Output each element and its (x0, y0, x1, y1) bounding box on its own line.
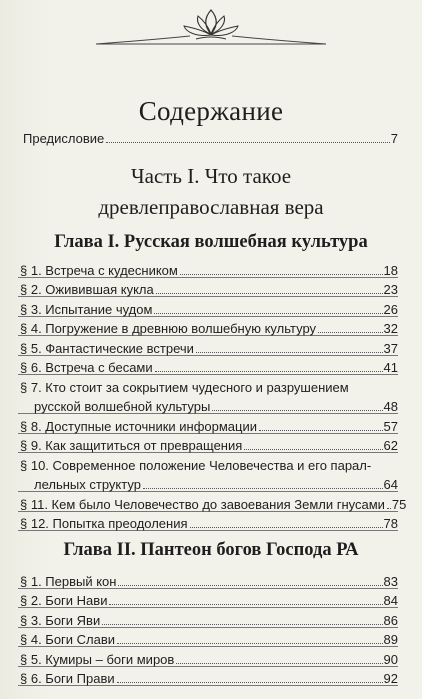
part-heading-line-2: древлеправославная вера (98, 195, 324, 219)
toc-entry-page: 78 (383, 516, 398, 531)
toc-entry-page: 32 (383, 321, 398, 336)
leader-dots (117, 682, 383, 683)
toc-entry-label: § 5. Кумиры – боги миров (20, 651, 175, 667)
chapter-1-title: Глава I. Русская волшебная культура (54, 232, 368, 252)
toc-entry-label: § 11. Кем было Человечество до завоевания Земли гнусами (20, 496, 385, 512)
toc-entry-label: § 2. Оживившая кукла (20, 282, 154, 297)
leader-dots (155, 371, 383, 372)
toc-entry-label: § 7. Кто стоит за сокрытием чудесного и разрушением (20, 379, 349, 395)
toc-entry (18, 569, 398, 589)
toc-entry-label: § 5. Фантастические встречи (20, 340, 194, 356)
toc-entry-page: 18 (383, 262, 398, 278)
toc-entry-label: § 4. Погружение в древнюю волшебную культуру (20, 321, 317, 336)
toc-entry (18, 278, 398, 298)
toc-entry-label: § 1. Встреча с кудесником (20, 262, 178, 278)
toc-entry-page: 75 (391, 496, 407, 512)
leader-dots (176, 663, 382, 664)
toc-entry-page: 57 (383, 418, 398, 434)
toc-entry-page: 62 (383, 438, 398, 453)
lotus-ornament-icon (0, 4, 422, 48)
toc-entry-page: 23 (383, 282, 398, 297)
toc-entry (18, 608, 398, 628)
toc-entry (18, 375, 398, 414)
toc-entry (18, 258, 398, 278)
toc-entry (18, 589, 398, 609)
toc-entry (18, 628, 398, 648)
toc-entry-page: 89 (383, 632, 398, 647)
leader-dots (109, 604, 382, 605)
chapter-2-entries (18, 569, 398, 686)
toc-entry (18, 434, 398, 454)
toc-entry-label: § 1. Первый кон (20, 573, 117, 589)
toc-entry-label: § 4. Боги Слави (20, 632, 116, 647)
leader-dots (318, 332, 383, 333)
toc-entry (18, 667, 398, 687)
leader-dots (259, 430, 383, 431)
leader-dots (143, 488, 383, 489)
toc-entry-label: § 12. Попытка преодоления (20, 516, 188, 531)
toc-entry-page: 86 (383, 612, 398, 628)
toc-entry (18, 336, 398, 356)
leader-dots (118, 585, 382, 586)
toc-entry-label: § 6. Встреча с бесами (20, 360, 153, 375)
toc-entry (18, 414, 398, 434)
page-title: Содержание (138, 96, 284, 126)
toc-entry (18, 492, 407, 512)
toc-entry (18, 647, 398, 667)
toc-entry (18, 297, 398, 317)
toc-entry-page: 92 (383, 671, 398, 686)
chapter-2-title: Глава II. Пантеон богов Господа РА (63, 540, 359, 560)
toc-entry-label: § 8. Доступные источники информации (20, 418, 258, 434)
leader-dots (212, 410, 382, 411)
toc-entry-label: § 2. Боги Нави (20, 593, 108, 608)
toc-entry-label: § 3. Боги Яви (20, 612, 101, 628)
toc-entry (18, 453, 398, 492)
chapter-1-entries (18, 258, 407, 531)
leader-dots (106, 142, 390, 143)
leader-dots (117, 643, 382, 644)
toc-entry (18, 356, 398, 376)
toc-entry-page: 26 (383, 301, 398, 317)
leader-dots (196, 352, 383, 353)
toc-entry-page: 64 (383, 477, 398, 492)
part-heading-line-1: Часть I. Что такое (130, 164, 292, 188)
leader-dots (180, 274, 383, 275)
leader-dots (244, 449, 382, 450)
leader-dots (387, 508, 391, 509)
toc-entry-label: § 9. Как защититься от превращения (20, 438, 243, 453)
toc-entry-label: § 6. Боги Прави (20, 671, 115, 686)
toc-entry (18, 317, 398, 337)
toc-entry (18, 512, 398, 532)
toc-entry-page: 84 (383, 593, 398, 608)
toc-entry-label: лельных структур (34, 477, 141, 492)
toc-entry-label: русской волшебной культуры (34, 399, 211, 414)
toc-entry-page: 41 (383, 360, 398, 375)
preface-label: Предисловие (23, 131, 105, 146)
leader-dots (190, 527, 383, 528)
part-heading (0, 163, 422, 220)
toc-entry-page: 37 (383, 340, 398, 356)
leader-dots (154, 313, 382, 314)
toc-entry-page: 48 (383, 399, 398, 414)
preface-page: 7 (390, 131, 398, 146)
leader-dots (102, 624, 382, 625)
toc-entry-label: § 10. Современное положение Человечества и его парал- (20, 457, 372, 473)
preface-entry (23, 131, 398, 146)
toc-entry-page: 90 (383, 651, 398, 667)
toc-entry-page: 83 (383, 573, 398, 589)
leader-dots (156, 293, 383, 294)
toc-entry-label: § 3. Испытание чудом (20, 301, 153, 317)
